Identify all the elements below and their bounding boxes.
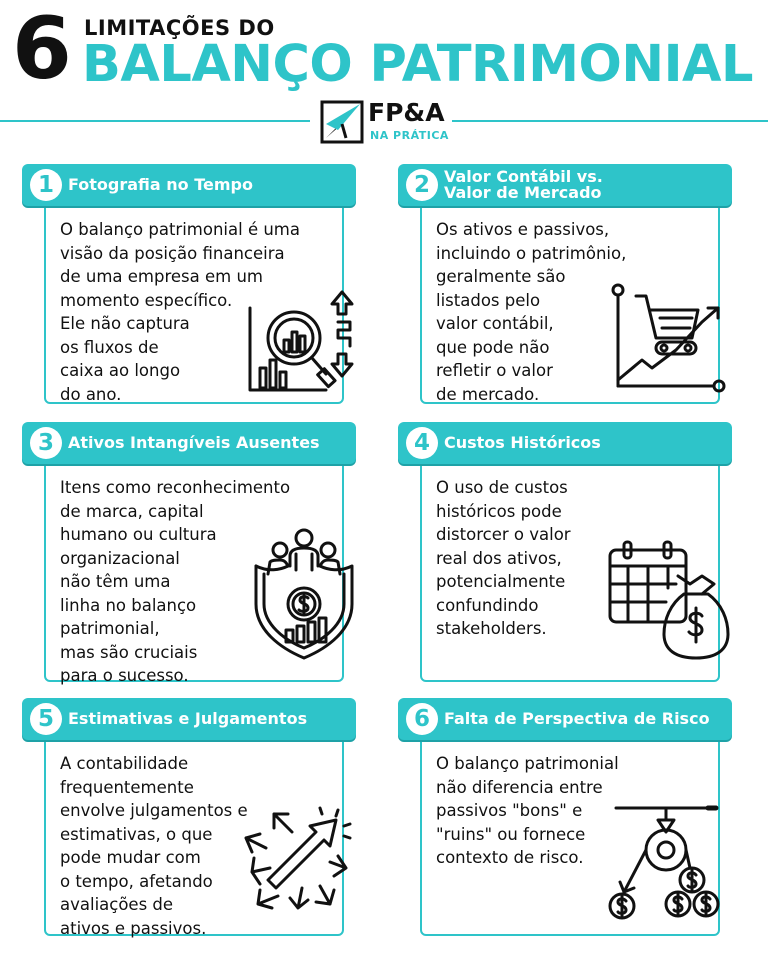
- card-body-line: avaliações de: [60, 895, 174, 914]
- card-body-line: incluindo o patrimônio,: [436, 243, 627, 263]
- card-body-line: patrimonial,: [60, 619, 160, 638]
- card-title: [444, 164, 603, 206]
- card-body-line: envolve julgamentos e: [60, 801, 248, 820]
- card-body-line: A contabilidade: [60, 754, 189, 773]
- card-header: [22, 422, 356, 464]
- card-title: [444, 422, 601, 464]
- pulley-coins-icon: [604, 802, 728, 920]
- card-title-line: Fotografia no Tempo: [68, 175, 253, 194]
- card-body-line: não diferencia entre: [436, 777, 603, 797]
- logo-text: FP&A: [368, 98, 445, 127]
- card-title-line: Ativos Intangíveis Ausentes: [68, 433, 320, 452]
- card-body-line: real dos ativos,: [436, 548, 562, 568]
- card-number-badge: 4: [406, 427, 438, 459]
- cart-growth-icon: [606, 282, 728, 394]
- card-body-line: O balanço patrimonial é uma: [60, 220, 300, 239]
- card-header: [398, 164, 732, 206]
- card-body: [60, 752, 248, 940]
- card-header: [398, 422, 732, 464]
- card-body-line: mas são cruciais: [60, 642, 198, 662]
- card-body-line: do ano.: [60, 384, 122, 404]
- card-body-line: Ele não captura: [60, 314, 190, 333]
- card-body-line: de marca, capital: [60, 501, 204, 521]
- card-body-line: para o sucesso.: [60, 666, 189, 685]
- card-body-line: o tempo, afetando: [60, 871, 213, 891]
- card-body: [436, 218, 626, 406]
- card-title: [68, 698, 307, 740]
- card-body-line: valor contábil,: [436, 314, 554, 333]
- card-body-line: não têm uma: [60, 572, 171, 591]
- chart-magnifier-icon: [246, 288, 358, 396]
- calendar-money-bag-icon: [606, 538, 730, 662]
- card-title-line: Falta de Perspectiva de Risco: [444, 709, 710, 728]
- card-body-line: refletir o valor: [436, 361, 553, 380]
- card-header: [22, 164, 356, 206]
- card-body-line: organizacional: [60, 548, 180, 568]
- header: [0, 0, 768, 160]
- card-body-line: os fluxos de: [60, 337, 159, 357]
- card-title: [444, 698, 710, 740]
- card-title-line: Custos Históricos: [444, 433, 601, 452]
- card-body-line: ativos e passivos.: [60, 918, 207, 938]
- card-number-badge: 2: [406, 169, 438, 201]
- card-body-line: distorcer o valor: [436, 525, 571, 544]
- card-body: [436, 476, 571, 641]
- card-body-line: passivos "bons" e: [436, 801, 583, 820]
- card-body-line: visão da posição financeira: [60, 243, 285, 263]
- header-subtitle: LIMITAÇÕES DO: [84, 16, 275, 40]
- card-body-line: linha no balanço: [60, 595, 197, 615]
- card-body-line: estimativas, o que: [60, 824, 213, 844]
- scatter-arrows-icon: [238, 804, 356, 916]
- card-number-badge: 5: [30, 703, 62, 735]
- card-title-line: Valor de Mercado: [444, 183, 602, 202]
- page-title: BALANÇO PATRIMONIAL: [82, 35, 754, 94]
- paper-plane-logo-icon: [320, 100, 364, 144]
- header-divider-right: [452, 120, 768, 122]
- card-title-line: Estimativas e Julgamentos: [68, 709, 308, 728]
- card-body-line: históricos pode: [436, 501, 562, 521]
- card-title: [68, 164, 253, 206]
- card-body-line: O uso de custos: [436, 478, 568, 497]
- card-body-line: geralmente são: [436, 267, 566, 286]
- card-body-line: humano ou cultura: [60, 525, 217, 544]
- card-body-line: que pode não: [436, 337, 550, 357]
- header-number: 6: [12, 0, 70, 99]
- card-body-line: listados pelo: [436, 290, 541, 310]
- card-body-line: caixa ao longo: [60, 361, 181, 380]
- card-number-badge: 1: [30, 169, 62, 201]
- card-body-line: "ruins" ou fornece: [436, 824, 586, 844]
- card-body-line: potencialmente: [436, 572, 566, 591]
- card-number-badge: 6: [406, 703, 438, 735]
- card-body-line: O balanço patrimonial: [436, 754, 619, 773]
- card-header: [22, 698, 356, 740]
- card-body-line: stakeholders.: [436, 619, 547, 638]
- card-body-line: momento específico.: [60, 290, 233, 310]
- card-body-line: de uma empresa em um: [60, 267, 263, 286]
- logo: [320, 98, 450, 146]
- card-header: [398, 698, 732, 740]
- card-body: [436, 752, 619, 870]
- card-body-line: confundindo: [436, 595, 539, 615]
- shield-people-icon: [250, 526, 358, 662]
- card-body-line: Itens como reconhecimento: [60, 478, 291, 497]
- card-title: [68, 422, 320, 464]
- card-body-line: pode mudar com: [60, 848, 201, 867]
- header-divider-left: [0, 120, 310, 122]
- logo-subtext: NA PRÁTICA: [370, 129, 449, 142]
- card-body-line: frequentemente: [60, 777, 194, 797]
- card-body-line: contexto de risco.: [436, 848, 584, 867]
- card-body-line: de mercado.: [436, 384, 540, 404]
- card-number-badge: 3: [30, 427, 62, 459]
- card-body-line: Os ativos e passivos,: [436, 220, 610, 239]
- card-title-line: Valor Contábil vs.: [444, 167, 603, 186]
